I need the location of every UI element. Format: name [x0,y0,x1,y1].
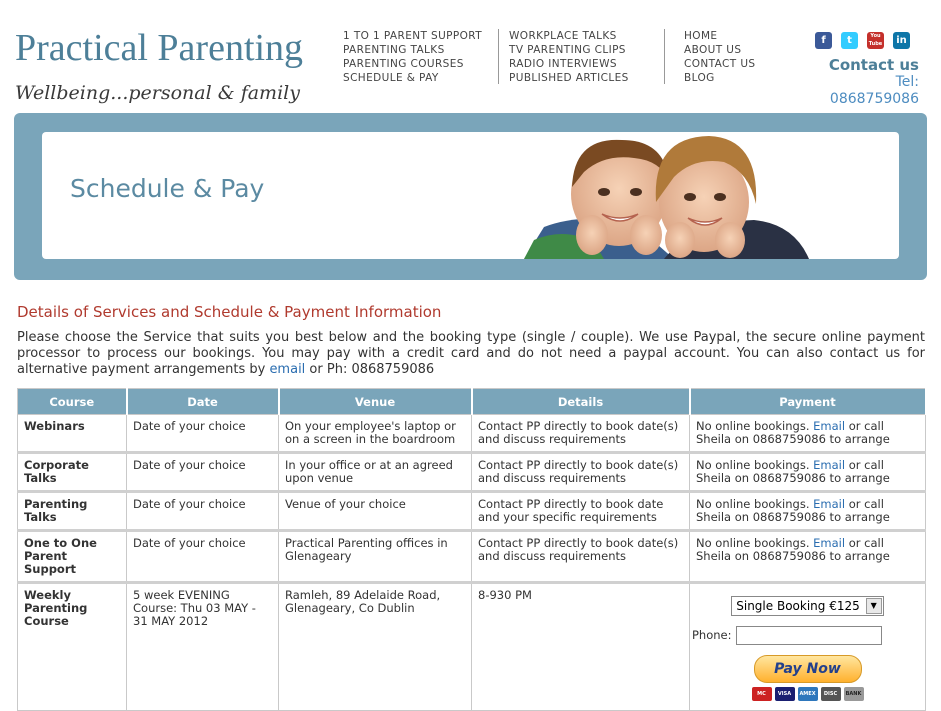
nav-tv-parenting-clips[interactable]: TV PARENTING CLIPS [509,44,626,56]
course-name: Corporate Talks [18,453,127,492]
course-payment [690,453,926,492]
twitter-icon[interactable]: t [841,32,858,49]
logo-title[interactable]: Practical Parenting [15,27,304,69]
course-payment [690,415,926,453]
payment-text: No online bookings. [696,536,814,550]
course-name: One to One Parent Support [18,531,127,583]
course-venue: Venue of your choice [279,492,472,531]
table-row [18,531,926,583]
course-date: Date of your choice [127,415,279,453]
table-row [18,453,926,492]
table-header-row [18,389,926,415]
mastercard-icon: MC [752,687,772,701]
booking-type-select[interactable] [731,596,883,616]
paypal-booking-form [690,583,926,711]
course-details: Contact PP directly to book date(s) and discuss requirements [472,453,690,492]
nav-parenting-courses[interactable]: PARENTING COURSES [343,58,464,70]
tel-number[interactable]: 0868759086 [829,91,919,107]
course-name: Weekly Parenting Course [18,583,127,711]
payment-email-link[interactable]: Email [813,419,846,433]
nav-workplace-talks[interactable]: WORKPLACE TALKS [509,30,617,42]
section-title: Details of Services and Schedule & Payment Information [17,303,442,321]
course-details: Contact PP directly to book date(s) and discuss requirements [472,531,690,583]
intro-text: Please choose the Service that suits you best below and the booking type (single / couple). We use Paypal, the secure online payment processor to process our bookings. You may pay with a credit card and do not need a paypal account. You can also contact us for alternative payment arrangements by [17,330,925,377]
tel-label: Tel: [895,74,919,90]
course-venue: In your office or at an agreed upon venue [279,453,472,492]
nav-parenting-talks[interactable]: PARENTING TALKS [343,44,445,56]
course-details: Contact PP directly to book date and your specific requirements [472,492,690,531]
schedule-table [17,388,927,711]
table-row [18,492,926,531]
payment-text: No online bookings. [696,458,814,472]
payment-email-link[interactable]: Email [813,497,846,511]
bank-icon: BANK [844,687,864,701]
course-name: Parenting Talks [18,492,127,531]
nav-contact-us[interactable]: CONTACT US [684,58,756,70]
payment-email-link[interactable]: Email [813,536,846,550]
banner-panel [42,132,899,259]
chevron-down-icon[interactable]: ▼ [866,598,882,614]
payment-text-end: or call Sheila on 0868759086 to arrange [696,536,890,563]
nav-home[interactable]: HOME [684,30,718,42]
payment-text: No online bookings. [696,497,814,511]
payment-cards [692,687,923,701]
linkedin-icon[interactable]: in [893,32,910,49]
course-date: Date of your choice [127,492,279,531]
intro-text-end: or Ph: 0868759086 [305,362,435,377]
course-name: Webinars [18,415,127,453]
nav-blog[interactable]: BLOG [684,72,715,84]
course-date: Date of your choice [127,531,279,583]
column-header-payment: Payment [690,389,926,415]
nav-divider [664,29,665,84]
paynow-button[interactable]: Pay Now [754,655,862,683]
telephone [830,74,919,108]
course-payment [690,492,926,531]
payment-text-end: or call Sheila on 0868759086 to arrange [696,458,890,485]
column-header-date: Date [127,389,279,415]
table-row-weekly-course [18,583,926,711]
discover-icon: DISC [821,687,841,701]
course-payment [690,531,926,583]
column-header-course: Course [18,389,127,415]
course-date: 5 week EVENING Course: Thu 03 MAY - 31 MAY 2012 [127,583,279,711]
nav-divider [498,29,499,84]
course-details: 8-930 PM [472,583,690,711]
phone-label: Phone: [692,628,732,642]
logo-tagline: Wellbeing...personal & family [15,82,300,104]
nav-column-1 [343,29,482,85]
amex-icon: AMEX [798,687,818,701]
visa-icon: VISA [775,687,795,701]
column-header-venue: Venue [279,389,472,415]
email-link[interactable]: email [269,362,306,377]
nav-about-us[interactable]: ABOUT US [684,44,742,56]
page-title: Schedule & Pay [70,174,265,203]
nav-column-3 [684,29,755,85]
table-row [18,415,926,453]
course-date: Date of your choice [127,453,279,492]
nav-1to1-parent-support[interactable]: 1 TO 1 PARENT SUPPORT [343,30,483,42]
column-header-details: Details [472,389,690,415]
facebook-icon[interactable]: f [815,32,832,49]
contact-us-link[interactable]: Contact us [828,56,919,74]
booking-type-selected: Single Booking €125 [736,598,860,613]
payment-text: No online bookings. [696,419,814,433]
children-photo [524,132,814,259]
nav-column-2 [509,29,629,85]
payment-text-end: or call Sheila on 0868759086 to arrange [696,497,890,524]
youtube-icon[interactable]: You Tube [868,33,883,47]
course-venue: On your employee's laptop or on a screen in the boardroom [279,415,472,453]
phone-input[interactable] [736,626,882,645]
course-details: Contact PP directly to book date(s) and discuss requirements [472,415,690,453]
nav-schedule-pay[interactable]: SCHEDULE & PAY [343,72,439,84]
nav-radio-interviews[interactable]: RADIO INTERVIEWS [509,58,617,70]
payment-text-end: or call Sheila on 0868759086 to arrange [696,419,890,446]
course-venue: Ramleh, 89 Adelaide Road, Glenageary, Co Dublin [279,583,472,711]
course-venue: Practical Parenting offices in Glenageary [279,531,472,583]
payment-email-link[interactable]: Email [813,458,846,472]
intro-paragraph [17,330,925,378]
page-banner [14,113,927,280]
nav-published-articles[interactable]: PUBLISHED ARTICLES [509,72,629,84]
